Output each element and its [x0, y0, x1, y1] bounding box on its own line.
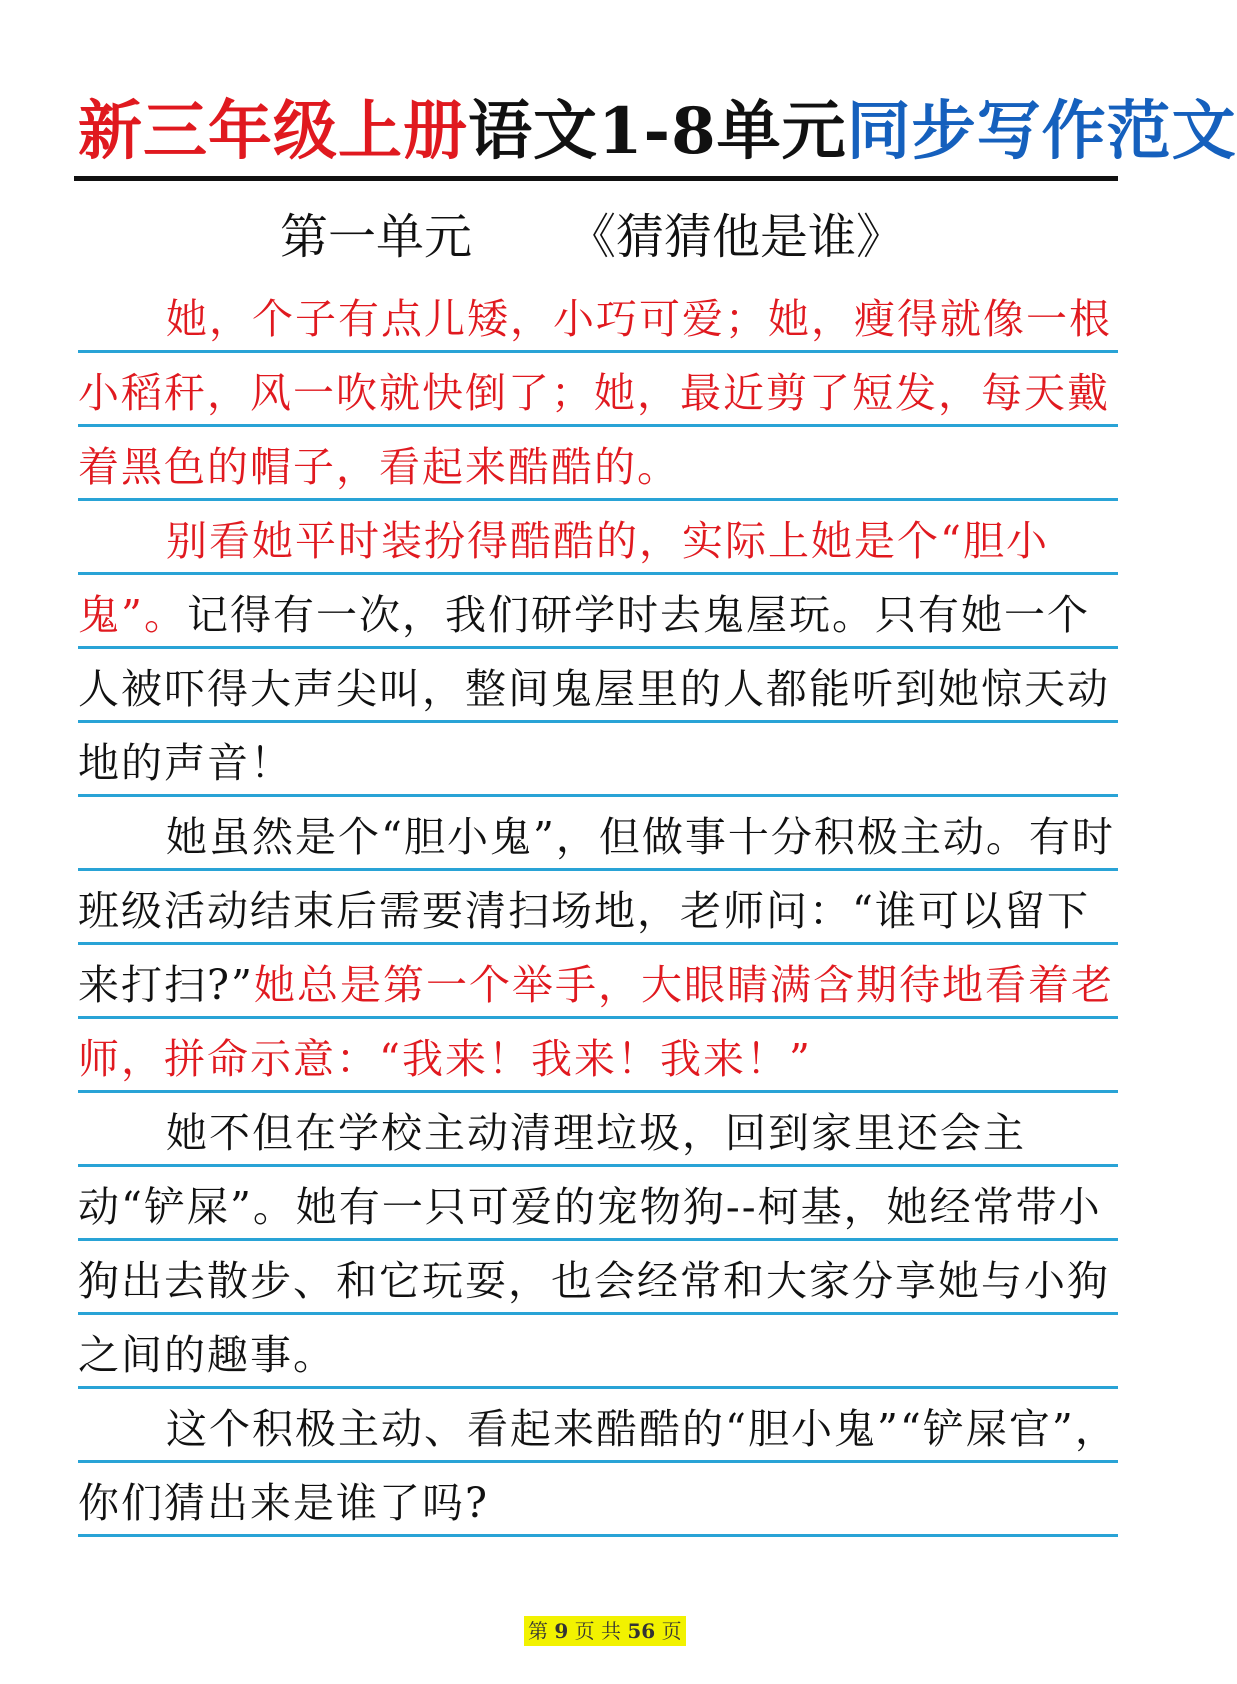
title-part-blue: 同步写作范文 [846, 94, 1237, 169]
paragraph-text: 她，个子有点儿矮，小巧可爱；她，瘦得就像一根小稻秆，风一吹就快倒了；她，最近剪了短发，每天戴着黑色的帽子，看起来酷酷的。 [78, 295, 1112, 491]
essay-title: 《猜猜他是谁》 [568, 209, 905, 265]
paragraph-text: 她虽然是个“胆小鬼”，但做事十分积极主动。有时班级活动结束后需要清扫场地，老师问：“谁可以留下来打扫?” [78, 813, 1115, 1009]
footer-middle: 页 共 [574, 1619, 621, 1643]
title-part-black: 语文1-8单元 [468, 94, 847, 169]
essay-body [78, 282, 1118, 1540]
footer-suffix: 页 [661, 1619, 682, 1643]
title-divider [74, 176, 1118, 181]
paragraph [78, 800, 1118, 1096]
unit-label: 第一单元 [280, 209, 473, 265]
paragraph-text: 别看她平时装扮得酷酷的，实际上她是个“胆小鬼”。 [78, 517, 1049, 639]
page-number-footer [524, 1616, 686, 1646]
footer-prefix: 第 [528, 1619, 548, 1643]
paragraph-text: 这个积极主动、看起来酷酷的“胆小鬼”“铲屎官”，你们猜出来是谁了吗? [78, 1405, 1118, 1527]
current-page-number: 9 [554, 1619, 569, 1643]
document-title [78, 92, 1237, 172]
paragraph [78, 1096, 1118, 1392]
paragraph-text: 她总是第一个举手，大眼睛满含期待地看着老师，拼命示意：“我来！我来！我来！” [78, 961, 1114, 1083]
paragraph-text: 记得有一次，我们研学时去鬼屋玩。只有她一个人被吓得大声尖叫，整间鬼屋里的人都能听到她惊天动地的声音！ [78, 591, 1110, 787]
paragraph [78, 282, 1118, 504]
total-page-count: 56 [627, 1619, 656, 1643]
paragraph [78, 504, 1118, 800]
title-part-red: 新三年级上册 [78, 94, 468, 169]
paragraph [78, 1392, 1118, 1540]
unit-heading [280, 204, 904, 270]
paragraph-text: 她不但在学校主动清理垃圾，回到家里还会主动“铲屎”。她有一只可爱的宠物狗--柯基，她经常带小狗出去散步、和它玩耍，也会经常和大家分享她与小狗之间的趣事。 [78, 1109, 1110, 1379]
